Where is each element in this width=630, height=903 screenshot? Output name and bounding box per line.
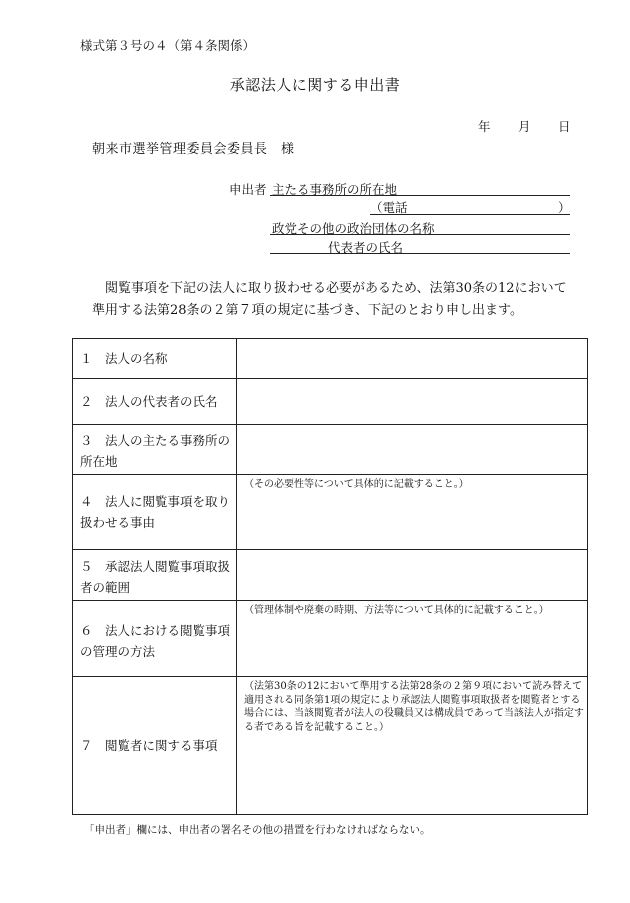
note-handling-reason: （その必要性等について具体的に記載すること。） [244, 479, 469, 490]
row-label-management-method: ６ 法人における閲覧事項の管理の方法 [80, 623, 231, 659]
date-month-label: 月 [518, 119, 531, 134]
applicant-label: 申出者 [229, 182, 267, 197]
addressee: 朝来市選挙管理委員会委員長 様 [92, 142, 295, 157]
phone-close: ） [558, 200, 571, 215]
note-viewer-matters: （法第30条の12において準用する法第28条の２第９項において読み替えて適用される同条第1項の規定により承認法人閲覧事項取扱者を閲覧者とする場合には、当該閲覧者が法人の役職員又は構成員であって当該法人が指定する者である旨を記載すること。） [244, 681, 584, 733]
table-row-divider [72, 549, 588, 550]
phone-line [370, 214, 570, 215]
body-line-1: 閲覧事項を下記の法人に取り扱わせる必要があるため、法第30条の12において [105, 281, 567, 296]
office-address-line [270, 195, 570, 196]
row-label-representative-name: ２ 法人の代表者の氏名 [80, 394, 218, 409]
body-text [92, 278, 572, 322]
date-day-label: 日 [558, 119, 571, 134]
representative-line [270, 253, 570, 254]
table-row-divider [72, 378, 588, 379]
date-year-label: 年 [478, 119, 491, 134]
table-column-divider [236, 338, 237, 815]
party-name-line [270, 234, 570, 235]
row-label-viewer-matters: ７ 閲覧者に関する事項 [80, 738, 218, 753]
document-title: 承認法人に関する申出書 [229, 76, 401, 94]
table-row-divider [72, 474, 588, 475]
table-row-divider [72, 676, 588, 677]
party-name-label: 政党その他の政治団体の名称 [272, 221, 435, 236]
row-label-handling-reason: ４ 法人に閲覧事項を取り扱わせる事由 [80, 494, 231, 530]
phone-label: （電話 [370, 200, 408, 215]
row-label-handler-scope: ５ 承認法人閲覧事項取扱者の範囲 [80, 559, 231, 595]
representative-label: 代表者の氏名 [328, 240, 404, 255]
table-row-divider [72, 424, 588, 425]
row-label-corporate-name: １ 法人の名称 [80, 351, 168, 366]
office-address-label: 主たる事務所の所在地 [272, 182, 398, 197]
note-management-method: （管理体制や廃棄の時期、方法等について具体的に記載すること。） [244, 605, 549, 616]
row-label-office-address: ３ 法人の主たる事務所の所在地 [80, 433, 231, 469]
footnote: 「申出者」欄には、申出者の署名その他の措置を行わなければならない。 [84, 824, 431, 836]
body-line-2: 準用する法第28条の２第７項の規定に基づき、下記のとおり申し出ます。 [92, 303, 523, 318]
table-row-divider [72, 600, 588, 601]
form-number: 様式第３号の４（第４条関係） [80, 38, 256, 53]
